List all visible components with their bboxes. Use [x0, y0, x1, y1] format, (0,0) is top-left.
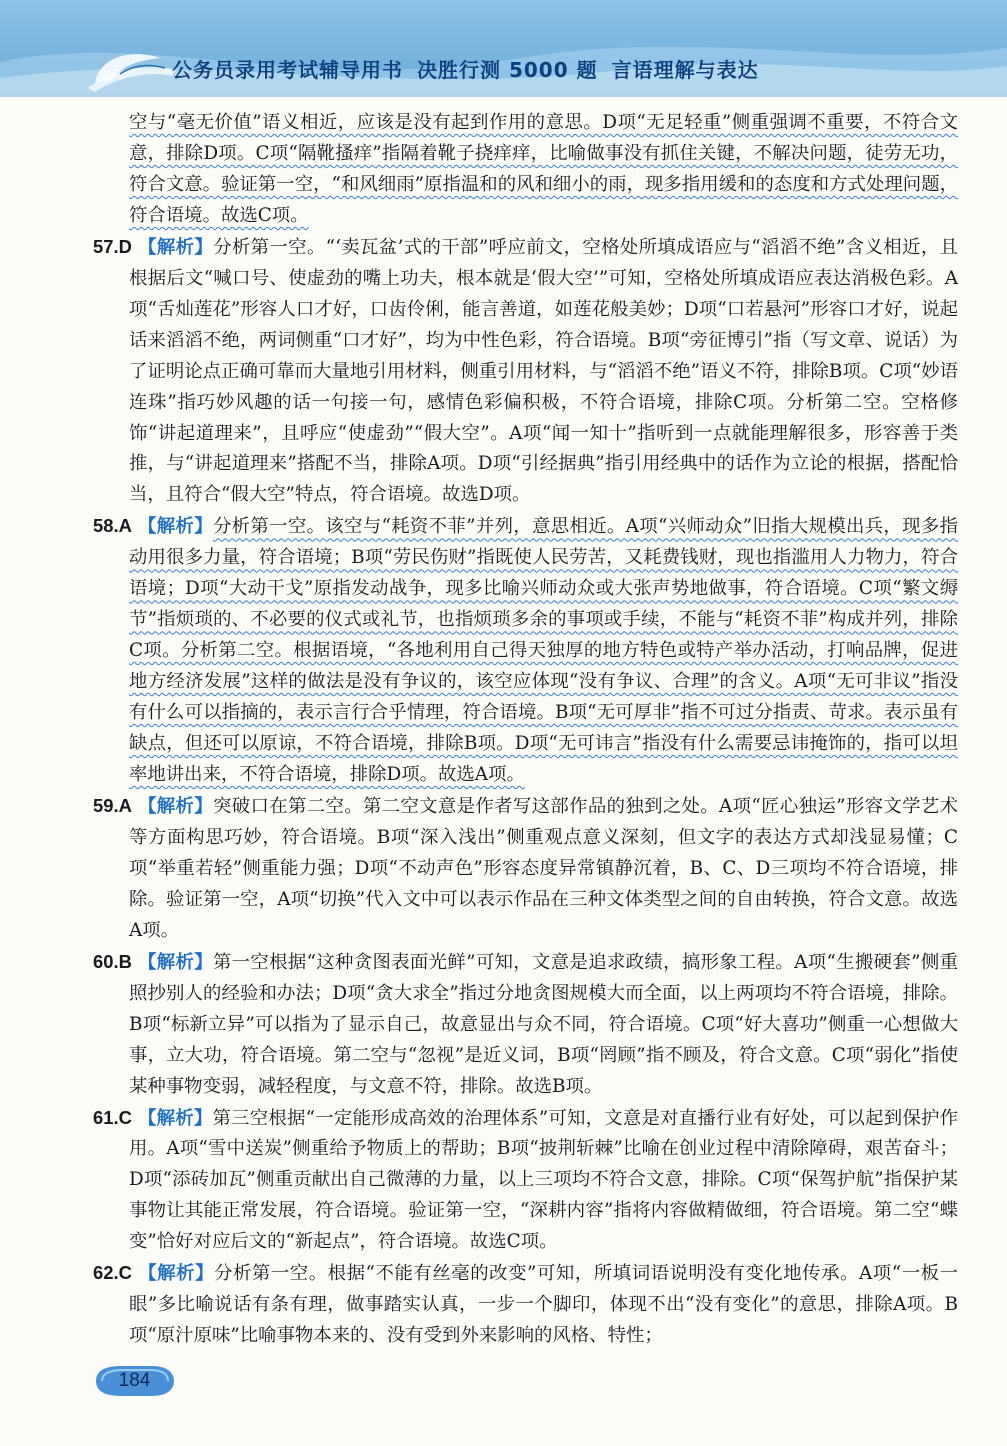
continued-paragraph: [93, 108, 958, 232]
page-number: 184: [118, 1370, 151, 1391]
question-number: 62.C: [93, 1262, 132, 1284]
analysis-text: 第三空根据“一定能形成高效的治理体系”可知，文意是对直播行业有好处，可以起到保护作用。A项“雪中送炭”侧重给予物质上的帮助；B项“披荆斩棘”比喻在创业过程中清除障碍，艰苦奋斗；D项“添砖加瓦”侧重贡献出自己微薄的力量，以上三项均不符合文意，排除。C项“保驾护航”指保护某事物让其能正常发展，符合语境。验证第一空，“深耕内容”指将内容做精做细，符合语境。第二空“蝶变”恰好对应后文的“新起点”，符合语境。故选C项。: [129, 1107, 958, 1253]
book-title: 决胜行测 5000 题: [417, 58, 598, 82]
answer-entry: [93, 1258, 958, 1352]
page-content: [93, 108, 958, 1352]
analysis-tag: 【解析】: [138, 236, 214, 258]
analysis-tag: 【解析】: [137, 1107, 213, 1129]
answer-paragraph: [93, 232, 958, 512]
analysis-tag: 【解析】: [138, 951, 213, 973]
analysis-text: 分析第一空。“‘卖瓦盆’式的干部”呼应前文，空格处所填成语应与“滔滔不绝”含义相近，且根据后文“喊口号、使虚劲的嘴上功夫，根本就是‘假大空’”可知，空格处所填成语应表达消极色彩。A项“舌灿莲花”形容人口才好，口齿伶俐，能言善道，如莲花般美妙；D项“口若悬河”形容口才好，说起话来滔滔不绝，两词侧重“口才好”，均为中性色彩，符合语境。B项“旁征博引”指（写文章、说话）为了证明论点正确可靠而大量地引用材料，侧重引用材料，与“滔滔不绝”语义不符，排除B项。C项“妙语连珠”指巧妙风趣的话一句接一句，感情色彩偏积极，不符合语境，排除C项。分析第二空。空格修饰“讲起道理来”，且呼应“使虚劲”“假大空”。A项“闻一知十”指听到一点就能理解很多，形容善于类推，与“讲起道理来”搭配不当，排除A项。D项“引经据典”指引用经典中的话作为立论的根据，搭配恰当，且符合“假大空”特点，符合语境。故选D项。: [129, 236, 958, 506]
answer-entry: [93, 947, 958, 1103]
question-number: 60.B: [93, 950, 132, 972]
answer-entry: [93, 791, 958, 947]
analysis-text: 突破口在第二空。第二空文意是作者写这部作品的独到之处。A项“匠心独运”形容文学艺术等方面构思巧妙，符合语境。B项“深入浅出”侧重观点意义深刻，但文字的表达方式却浅显易懂；C项“举重若轻”侧重能力强；D项“不动声色”形容态度异常镇静沉着，B、C、D三项均不符合语境，排除。验证第一空，A项“切换”代入文中可以表示作品在三种文体类型之间的自由转换，符合文意。故选A项。: [129, 795, 958, 941]
answer-paragraph: [93, 1103, 958, 1259]
analysis-tag: 【解析】: [138, 516, 213, 538]
question-number: 57.D: [93, 235, 132, 257]
answer-entry: [93, 511, 958, 791]
answer-paragraph: [93, 947, 958, 1103]
header-rule: [0, 97, 1007, 100]
series-title: 公务员录用考试辅导用书: [172, 58, 403, 82]
answer-entries: [93, 232, 958, 1352]
answer-paragraph: [93, 791, 958, 947]
question-number: 58.A: [93, 515, 132, 537]
ribbon-decoration-icon: [0, 0, 1007, 100]
answer-entry: [93, 232, 958, 512]
question-number: 61.C: [93, 1106, 132, 1128]
analysis-text: 第一空根据“这种贪图表面光鲜”可知，文意是追求政绩，搞形象工程。A项“生搬硬套”侧重照抄别人的经验和办法；D项“贪大求全”指过分地贪图规模大而全面，以上两项均不符合语境，排除。B项“标新立异”可以指为了显示自己，故意显出与众不同，符合语境。C项“好大喜功”侧重一心想做大事，立大功，符合语境。第二空与“忽视”是近义词，B项“罔顾”指不顾及，符合文意。C项“弱化”指使某种事物变弱，减轻程度，与文意不符，排除。故选B项。: [129, 951, 958, 1097]
continued-text: 空与“毫无价值”语义相近，应该是没有起到作用的意思。D项“无足轻重”侧重强调不重要，不符合文意，排除D项。C项“隔靴搔痒”指隔着靴子挠痒痒，比喻做事没有抓住关键，不解决问题，徒劳无功，符合文意。验证第一空，“和风细雨”原指温和的风和细小的雨，现多指用缓和的态度和方式处理问题，符合语境。故选C项。: [129, 112, 958, 226]
analysis-text: 分析第一空。根据“不能有丝毫的改变”可知，所填词语说明没有变化地传承。A项“一板一眼”多比喻说话有条有理，做事踏实认真，一步一个脚印，体现不出“没有变化”的意思，排除A项。B项“原汁原味”比喻事物本来的、没有受到外来影响的风格、特性；: [129, 1263, 958, 1347]
analysis-tag: 【解析】: [138, 795, 214, 817]
analysis-text: 分析第一空。该空与“耗资不菲”并列，意思相近。A项“兴师动众”旧指大规模出兵，现多指动用很多力量，符合语境；B项“劳民伤财”指既使人民劳苦，又耗费钱财，现也指滥用人力物力，符合语境；D项“大动干戈”原指发动战争，现多比喻兴师动众或大张声势地做事，符合语境。C项“繁文缛节”指烦琐的、不必要的仪式或礼节，也指烦琐多余的事项或手续，不能与“耗资不菲”构成并列，排除C项。分析第二空。根据语境，“各地利用自己得天独厚的地方特色或特产举办活动，打响品牌，促进地方经济发展”这样的做法是没有争议的，该空应体现“没有争议、合理”的含义。A项“无可非议”指没有什么可以指摘的，表示言行合乎情理，符合语境。B项“无可厚非”指不可过分指责、苛求。表示虽有缺点，但还可以原谅，不符合语境，排除B项。D项“无可讳言”指没有什么需要忌讳掩饰的，指可以坦率地讲出来，不符合语境，排除D项。故选A项。: [129, 516, 958, 786]
page-number-badge: [92, 1364, 177, 1398]
subject-title: 言语理解与表达: [611, 58, 759, 82]
question-number: 59.A: [93, 794, 132, 816]
header-title: [172, 54, 992, 83]
answer-paragraph: [93, 511, 958, 791]
answer-paragraph: [93, 1258, 958, 1352]
page-header: [0, 0, 1007, 100]
analysis-tag: 【解析】: [138, 1263, 215, 1285]
answer-entry: [93, 1103, 958, 1259]
